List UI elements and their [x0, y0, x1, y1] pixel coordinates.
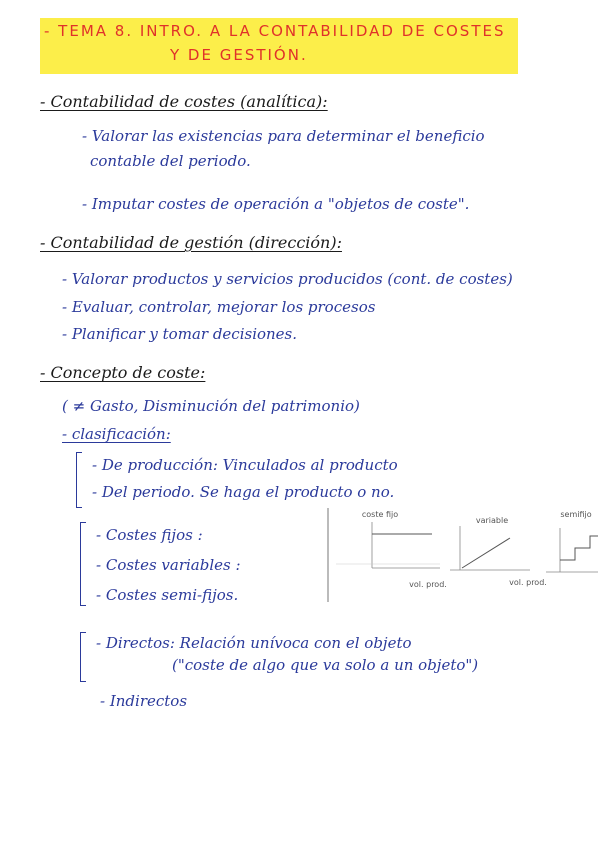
group3-item-1-note: ("coste de algo que va solo a un objeto") — [172, 656, 479, 674]
section2-item-3: - Planificar y tomar decisiones. — [62, 325, 298, 343]
fixed-cost-label: coste fijo — [361, 510, 399, 519]
group3-item-2: - Indirectos — [100, 692, 188, 710]
section1-item-2: - Imputar costes de operación a "objetos de coste". — [82, 195, 470, 213]
semi-fixed-cost-graph — [546, 528, 598, 572]
section2-item-2: - Evaluar, controlar, mejorar los procesos — [62, 298, 376, 316]
fixed-cost-graph — [336, 522, 440, 568]
section1-item-1-cont: contable del periodo. — [90, 152, 251, 170]
group2-item-2: - Costes variables : — [96, 556, 241, 574]
semi-fixed-cost-label: semifijo — [560, 510, 592, 519]
group1-item-2: - Del periodo. Se haga el producto o no. — [92, 483, 395, 501]
clasificacion-label: - clasificación: — [62, 425, 171, 443]
variable-cost-graph — [450, 526, 530, 570]
variable-cost-label: variable — [475, 516, 509, 525]
coste-note: ( ≠ Gasto, Disminución del patrimonio) — [62, 397, 360, 415]
group2-item-1: - Costes fijos : — [96, 526, 203, 544]
title-line-2: Y DE GESTIÓN. — [170, 46, 308, 64]
title-line-1: - TEMA 8. INTRO. A LA CONTABILIDAD DE COSTES — [44, 22, 506, 40]
section2-item-1: - Valorar productos y servicios producidos (cont. de costes) — [62, 270, 513, 288]
group2-item-3: - Costes semi-fijos. — [96, 586, 239, 604]
section3-heading: - Concepto de coste: — [40, 363, 206, 382]
section1-heading: - Contabilidad de costes (analítica): — [40, 92, 328, 111]
group3-item-1: - Directos: Relación unívoca con el objeto — [96, 634, 412, 652]
x-axis-label-1: vol. prod. — [409, 580, 447, 589]
x-axis-label-2: vol. prod. — [509, 578, 547, 587]
section1-item-1: - Valorar las existencias para determinar el beneficio — [82, 127, 485, 145]
group1-item-1: - De producción: Vinculados al producto — [92, 456, 398, 474]
section2-heading: - Contabilidad de gestión (dirección): — [40, 233, 342, 252]
